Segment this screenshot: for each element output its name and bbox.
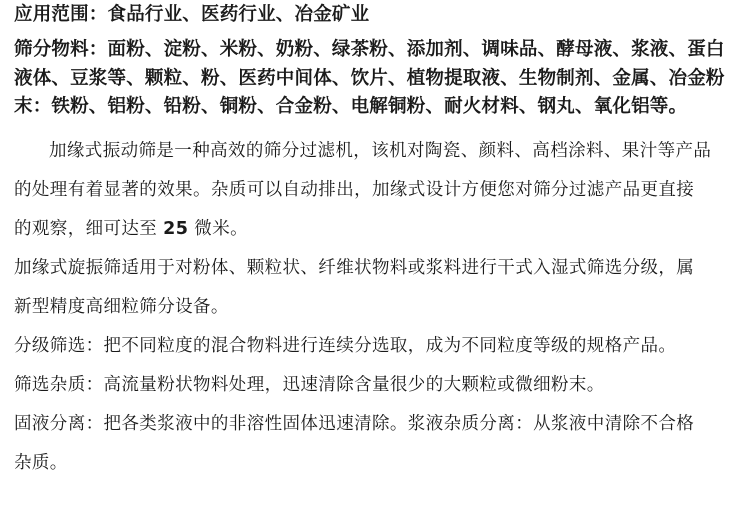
rotary-line-1: 加缘式旋振筛适用于对粉体、颗粒状、纤维状物料或浆料进行干式入湿式筛选分级，属	[14, 257, 695, 278]
document-body	[14, 0, 738, 483]
description-line-2: 的处理有着显著的效果。杂质可以自动排出，加缘式设计方便您对筛分过滤产品更直接	[14, 179, 695, 200]
application-scope-line: 应用范围：食品行业、医药行业、冶金矿业	[14, 4, 370, 25]
materials-block	[14, 36, 738, 122]
description-line-3	[14, 210, 738, 249]
description-line-1: 加缘式振动筛是一种高效的筛分过滤机，该机对陶瓷、颜料、高档涂料、果汁等产品	[49, 140, 712, 161]
grading-paragraph	[14, 327, 738, 366]
separation-line-1: 固液分离：把各类浆液中的非溶性固体迅速清除。浆液杂质分离：从浆液中清除不合格	[14, 413, 695, 434]
materials-line-1: 筛分物料：面粉、淀粉、米粉、奶粉、绿茶粉、添加剂、调味品、酵母液、浆液、蛋白	[14, 39, 725, 60]
rotary-screen-paragraph	[14, 249, 738, 327]
impurity-line: 筛选杂质：高流量粉状物料处理，迅速清除含量很少的大颗粒或微细粉末。	[14, 374, 605, 395]
materials-line-3: 末：铁粉、铝粉、铅粉、铜粉、合金粉、电解铜粉、耐火材料、钢丸、氧化铝等。	[14, 96, 688, 117]
separation-line-2: 杂质。	[14, 452, 68, 473]
materials-line-2: 液体、豆浆等、颗粒、粉、医药中间体、饮片、植物提取液、生物制剂、金属、冶金粉	[14, 67, 725, 89]
grading-line: 分级筛选：把不同粒度的混合物料进行连续分选取，成为不同粒度等级的规格产品。	[14, 335, 677, 356]
description-line-3-prefix: 的观察，细可达至	[14, 218, 164, 239]
separation-paragraph	[14, 405, 738, 483]
micron-value: 25	[163, 218, 189, 239]
impurity-paragraph	[14, 366, 738, 405]
description-line-3-suffix: 微米。	[188, 218, 248, 239]
description-paragraph	[14, 132, 738, 249]
rotary-line-2: 新型精度高细粒筛分设备。	[14, 296, 229, 317]
